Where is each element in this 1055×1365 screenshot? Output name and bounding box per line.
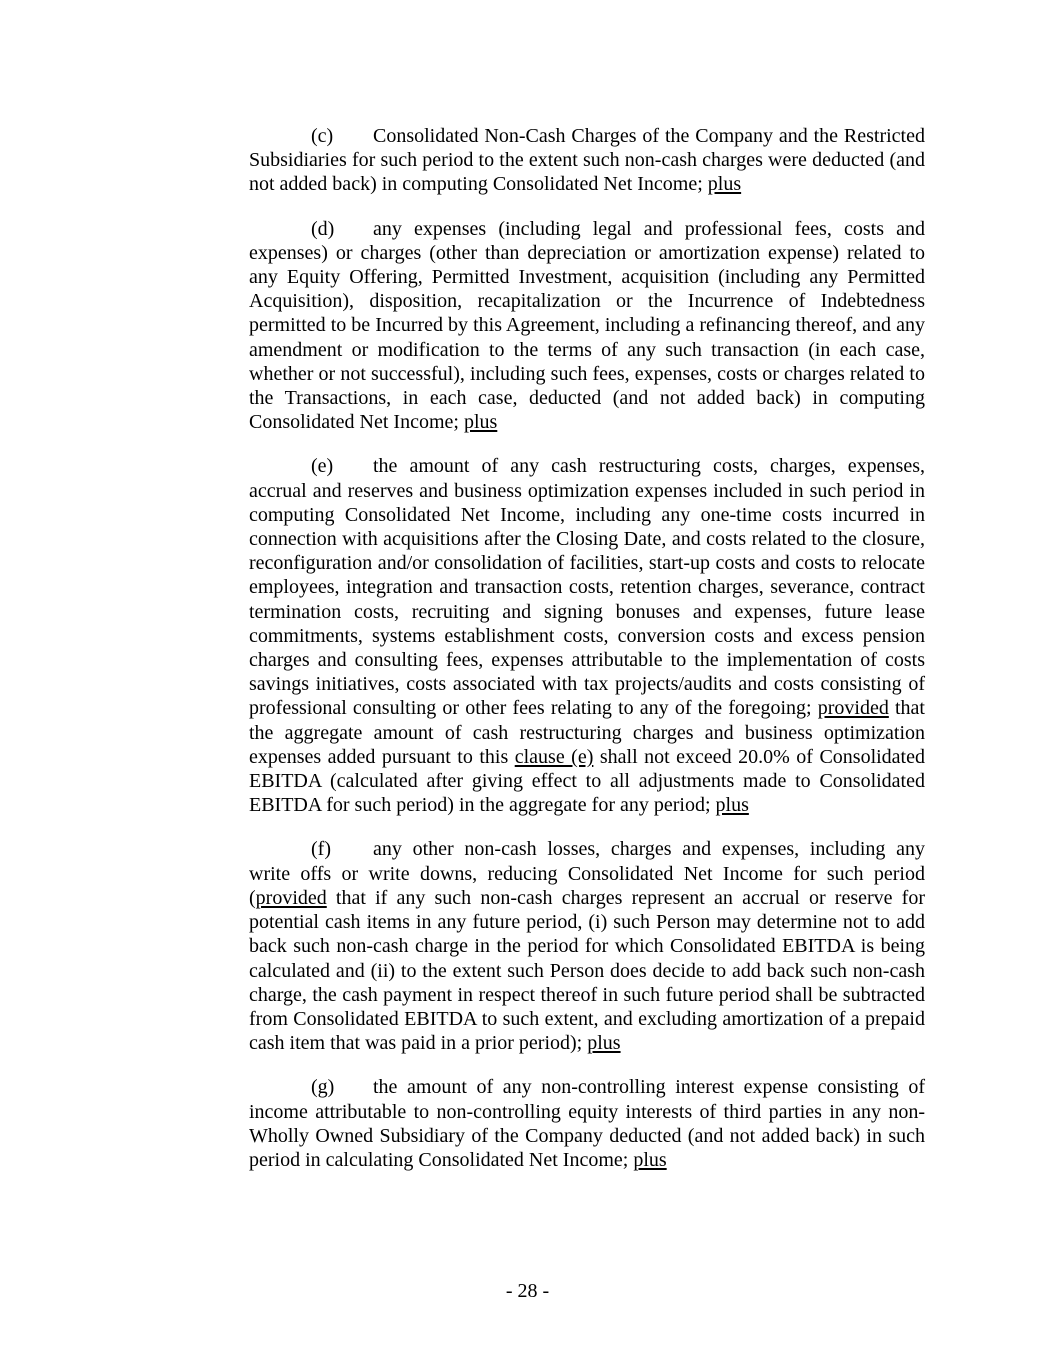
page-number: - 28 -: [505, 1280, 550, 1302]
document-body: [249, 124, 925, 1192]
clause-f: [249, 837, 925, 1055]
clause-label: (d): [311, 217, 335, 240]
clause-label: (g): [311, 1076, 335, 1099]
clause-text: any expenses (including legal and professional fees, costs and expenses) or charges (other than depreciation or amortization expense) related to any Equity Offering, Permitted Investment, acquisition (including any Permitted Acquisition), disposition, recapitalization or the Incurrence of Indebtedness permitted to be Incurred by this Agreement, including a refinancing thereof, and any amendment or modification to the terms of any such transaction (in each case, whether or not successful), including such fees, expenses, costs or charges related to the Transactions, in each case, deducted (and not added back) in computing Consolidated Net Income;: [249, 217, 925, 434]
underlined-term: plus: [715, 794, 749, 817]
clause-label: (f): [311, 838, 331, 861]
clause-text: Consolidated Non-Cash Charges of the Company and the Restricted Subsidiaries for such period to the extent such non-cash charges were deducted (and not added back) in computing Consolidated Net Income;: [249, 125, 925, 196]
underlined-term: provided: [255, 886, 327, 909]
clause-text: that if any such non-cash charges represent an accrual or reserve for potential cash items in any future period, (i) such Person may determine not to add back such non-cash charge in the period for which Consolidated EBITDA is being calculated and (ii) to the extent such Person does decide to add back such non-cash charge, the cash payment in respect thereof in such future period shall be subtracted from Consolidated EBITDA to such extent, and excluding amortization of a prepaid cash item that was paid in a prior period);: [249, 886, 925, 1055]
clause-text: that the aggregate amount of cash restructuring charges and business optimization expenses added pursuant to this: [249, 697, 925, 768]
underlined-term: plus: [707, 173, 742, 196]
clause-text: shall not exceed 20.0% of Consolidated EBITDA (calculated after giving effect to all adjustments made to Consolidated EBITDA for such period) in the aggregate for any period;: [249, 745, 925, 817]
clause-d: [249, 217, 925, 435]
underlined-term: plus: [587, 1032, 621, 1055]
underlined-term: plus: [463, 411, 498, 434]
clause-e: [249, 454, 925, 817]
clause-label: (c): [311, 125, 334, 147]
clause-c: [249, 124, 925, 197]
clause-text: the amount of any non-controlling interest expense consisting of income attributable to non-controlling equity interests of third parties in any non-Wholly Owned Subsidiary of the Company deducted (and not added back) in such period in calculating Consolidated Net Income;: [249, 1076, 925, 1171]
clause-g: [249, 1075, 925, 1172]
clause-text: the amount of any cash restructuring costs, charges, expenses, accrual and reserves and business optimization expenses included in such period in computing Consolidated Net Income, including any one-time costs incurred in connection with acquisitions after the Closing Date, and costs related to the closure, reconfiguration and/or consolidation of facilities, start-up costs and costs to relocate employees, integration and transaction costs, retention charges, severance, contract termination costs, recruiting and signing bonuses and expenses, future lease commitments, systems establishment costs, conversion costs and excess pension charges and consulting fees, expenses attributable to the implementation of costs savings initiatives, costs associated with tax projects/audits and costs consisting of professional consulting or other fees relating to any of the foregoing;: [249, 455, 925, 720]
clause-text: any other non-cash losses, charges and expenses, including any write offs or write downs, reducing Consolidated Net Income for such period (: [249, 838, 925, 909]
clause-label: (e): [311, 455, 334, 478]
clause-reference: clause (e): [514, 745, 594, 768]
underlined-term: provided: [817, 697, 889, 720]
underlined-term: plus: [633, 1148, 667, 1171]
